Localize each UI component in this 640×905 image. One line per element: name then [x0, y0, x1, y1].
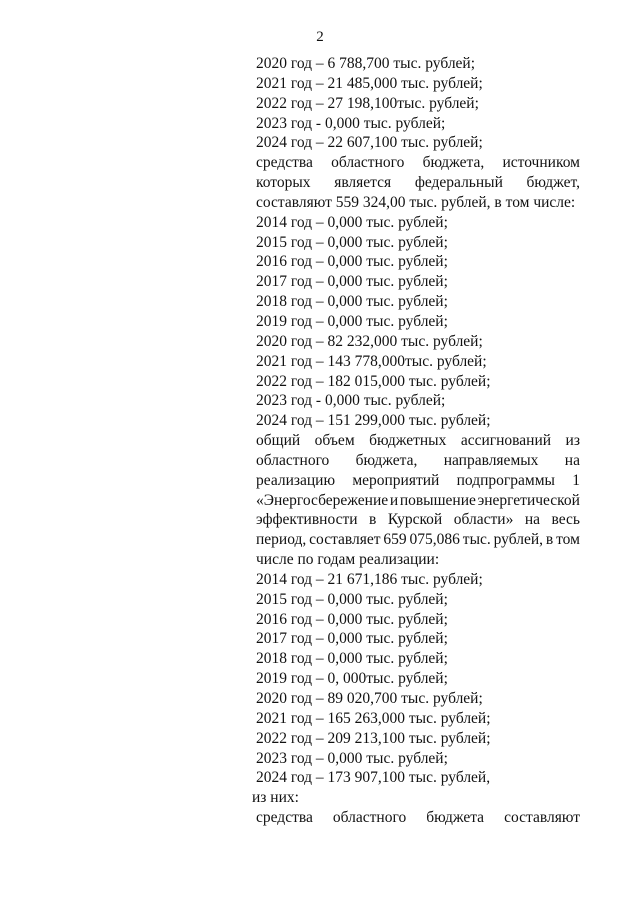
word: бюджетных [369, 432, 447, 450]
word: 659 [383, 531, 407, 549]
word: составляет [309, 531, 381, 549]
word: весь [551, 511, 580, 529]
text-line: 2019 год – 0, 000тыс. рублей; [256, 670, 448, 688]
word: области» [453, 511, 514, 529]
word: тыс. [462, 531, 491, 549]
word: является [334, 174, 392, 192]
page-number: 2 [316, 29, 324, 45]
text-line: 2020 год – 89 020,700 тыс. рублей; [256, 690, 483, 707]
word: рублей, [493, 531, 544, 549]
text-line: 2021 год – 143 778,000тыс. рублей; [256, 352, 487, 370]
word: областного [332, 809, 407, 827]
word: в [545, 531, 554, 549]
word: общий [256, 432, 301, 450]
text-line: 2017 год – 0,000 тыс. рублей; [256, 630, 448, 648]
text-line: 2022 год – 209 213,100 тыс. рублей; [256, 729, 491, 747]
word: составляют [504, 809, 580, 827]
text-line: 2014 год – 0,000 тыс. рублей; [256, 213, 448, 231]
word: реализацию [256, 471, 336, 489]
text-line: 2019 год – 0,000 тыс. рублей; [256, 312, 448, 330]
word: эффективности [256, 511, 358, 529]
text-line [256, 530, 580, 550]
word: областного [256, 451, 330, 469]
text-line: 2017 год – 0,000 тыс. рублей; [256, 273, 448, 291]
word: средства [256, 809, 313, 827]
text-line: 2022 год – 27 198,100тыс. рублей; [256, 94, 479, 112]
word: мероприятий [352, 471, 440, 489]
word: бюджета, [355, 451, 418, 469]
word: период, [256, 531, 307, 549]
text-line: 2024 год – 151 299,000 тыс. рублей; [256, 412, 491, 430]
word: на [524, 511, 541, 529]
text-line: 2014 год – 21 671,186 тыс. рублей; [256, 570, 483, 588]
text-line: 2015 год – 0,000 тыс. рублей; [256, 233, 448, 251]
text-line: 2023 год - 0,000 тыс. рублей; [256, 392, 446, 410]
document-body [252, 54, 580, 828]
word: областного [331, 154, 405, 172]
word: в [369, 511, 377, 529]
text-line: 2023 год – 0,000 тыс. рублей; [256, 749, 448, 767]
text-line [256, 451, 580, 471]
text-line: 2024 год – 173 907,100 тыс. рублей, [256, 769, 491, 787]
word: источником [502, 154, 580, 172]
text-line: 2016 год – 0,000 тыс. рублей; [256, 610, 448, 628]
word: 1 [572, 471, 580, 489]
text-line [256, 173, 580, 193]
word: направляемых [443, 451, 539, 469]
text-line [256, 431, 580, 451]
text-line: 2015 год – 0,000 тыс. рублей; [256, 590, 448, 608]
text-line: 2024 год – 22 607,100 тыс. рублей; [256, 134, 483, 152]
text-line: 2018 год – 0,000 тыс. рублей; [256, 293, 448, 311]
word: из [565, 432, 580, 450]
word: подпрограммы [456, 471, 555, 489]
word: том [556, 531, 580, 549]
text-line [256, 153, 580, 173]
text-line: 2023 год - 0,000 тыс. рублей; [256, 114, 446, 132]
word: средства [256, 154, 313, 172]
word: «Энергосбережение [256, 491, 389, 509]
word: Курской [387, 511, 443, 529]
text-line: 2022 год – 182 015,000 тыс. рублей; [256, 372, 491, 390]
word: и [389, 491, 399, 509]
word: федеральный [414, 174, 503, 192]
word: повышение [399, 491, 476, 509]
word: бюджет, [526, 174, 580, 192]
text-line [256, 491, 580, 511]
text-line: 2018 год – 0,000 тыс. рублей; [256, 650, 448, 668]
text-line: 2020 год – 6 788,700 тыс. рублей; [256, 55, 476, 72]
word: 075,086 [409, 531, 460, 549]
word: объем [314, 432, 355, 450]
word: бюджета, [422, 154, 485, 172]
text-line: составляют 559 324,00 тыс. рублей, в том числе: [256, 193, 576, 211]
text-line: числе по годам реализации: [256, 551, 440, 569]
text-line [256, 510, 580, 530]
text-line: 2021 год – 165 263,000 тыс. рублей; [256, 709, 491, 727]
word: энергетической [477, 491, 580, 509]
text-line: из них: [252, 789, 299, 807]
text-line: 2021 год – 21 485,000 тыс. рублей; [256, 74, 483, 92]
word: ассигнований [460, 432, 552, 450]
word: на [564, 451, 580, 469]
word: которых [256, 174, 311, 192]
word: бюджета [426, 809, 485, 827]
text-line [256, 808, 580, 828]
text-line: 2020 год – 82 232,000 тыс. рублей; [256, 332, 483, 350]
text-line: 2016 год – 0,000 тыс. рублей; [256, 253, 448, 271]
text-line [256, 471, 580, 491]
